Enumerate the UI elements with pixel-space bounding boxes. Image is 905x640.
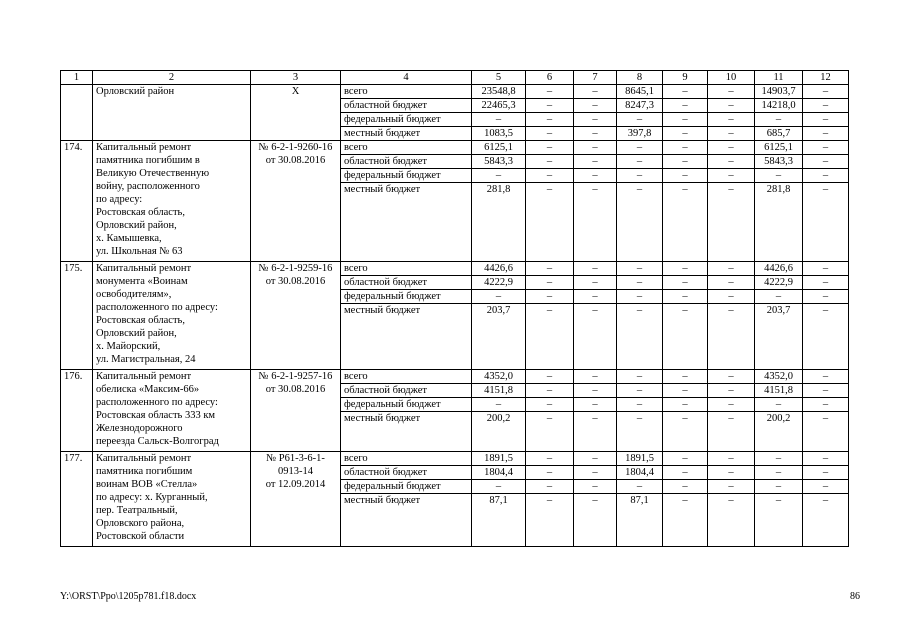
amount-cell: –	[708, 141, 755, 155]
amount-cell: –	[803, 183, 849, 262]
amount-cell: –	[803, 412, 849, 452]
amount-cell: –	[526, 169, 574, 183]
amount-cell: 87,1	[617, 494, 663, 547]
amount-cell: 4426,6	[472, 262, 526, 276]
amount-cell: –	[617, 304, 663, 370]
object-description	[93, 141, 251, 262]
row-number: 174.	[61, 141, 93, 262]
description-line: расположенного по адресу:	[96, 302, 218, 313]
amount-cell: –	[574, 155, 617, 169]
amount-cell: 1083,5	[472, 127, 526, 141]
amount-cell: –	[526, 85, 574, 99]
funding-source: федеральный бюджет	[341, 113, 472, 127]
amount-cell: –	[663, 99, 708, 113]
amount-cell: –	[526, 384, 574, 398]
amount-cell: –	[708, 466, 755, 480]
amount-cell: 685,7	[755, 127, 803, 141]
amount-cell: –	[617, 384, 663, 398]
table-row	[61, 85, 849, 99]
amount-cell: 4151,8	[755, 384, 803, 398]
object-description	[93, 370, 251, 452]
amount-cell: –	[574, 99, 617, 113]
amount-cell: 1891,5	[617, 452, 663, 466]
amount-cell: 203,7	[755, 304, 803, 370]
amount-cell: 4426,6	[755, 262, 803, 276]
description-line: Ростовской области	[96, 531, 185, 542]
amount-cell: –	[526, 466, 574, 480]
amount-cell: –	[574, 169, 617, 183]
amount-cell: 8247,3	[617, 99, 663, 113]
row-number: 175.	[61, 262, 93, 370]
amount-cell: 5843,3	[472, 155, 526, 169]
row-number: 177.	[61, 452, 93, 547]
amount-cell: –	[526, 370, 574, 384]
amount-cell: 6125,1	[472, 141, 526, 155]
document-reference	[251, 141, 341, 262]
table-row	[61, 452, 849, 466]
amount-cell: –	[617, 290, 663, 304]
column-header: 1	[61, 71, 93, 85]
document-line: от 12.09.2014	[265, 479, 326, 490]
amount-cell: –	[617, 155, 663, 169]
amount-cell: –	[617, 141, 663, 155]
column-header: 11	[755, 71, 803, 85]
amount-cell: –	[663, 452, 708, 466]
amount-cell: –	[663, 113, 708, 127]
amount-cell: 87,1	[472, 494, 526, 547]
table-row	[61, 262, 849, 276]
amount-cell: –	[574, 398, 617, 412]
amount-cell: –	[526, 480, 574, 494]
amount-cell: –	[472, 113, 526, 127]
amount-cell: –	[617, 183, 663, 262]
amount-cell: 200,2	[472, 412, 526, 452]
amount-cell: –	[574, 141, 617, 155]
row-number: 176.	[61, 370, 93, 452]
amount-cell: 22465,3	[472, 99, 526, 113]
document-line: № 6-2-1-9260-16	[258, 142, 333, 153]
amount-cell: –	[472, 480, 526, 494]
amount-cell: –	[803, 304, 849, 370]
column-header: 4	[341, 71, 472, 85]
amount-cell: –	[574, 276, 617, 290]
funding-source: федеральный бюджет	[341, 398, 472, 412]
amount-cell: –	[617, 370, 663, 384]
document-file-path: Y:\ORST\Ppo\1205p781.f18.docx	[60, 591, 197, 602]
column-header: 10	[708, 71, 755, 85]
amount-cell: –	[708, 127, 755, 141]
description-line: Капитальный ремонт	[96, 453, 192, 464]
amount-cell: –	[803, 398, 849, 412]
description-line: х. Камышевка,	[96, 233, 162, 244]
description-line: Капитальный ремонт	[96, 263, 192, 274]
amount-cell: –	[663, 155, 708, 169]
amount-cell: –	[803, 452, 849, 466]
amount-cell: –	[803, 99, 849, 113]
amount-cell: –	[708, 113, 755, 127]
description-line: х. Майорский,	[96, 341, 161, 352]
amount-cell: 5843,3	[755, 155, 803, 169]
description-line: памятника погибшим	[96, 466, 193, 477]
amount-cell: –	[574, 183, 617, 262]
column-header: 12	[803, 71, 849, 85]
amount-cell: –	[663, 398, 708, 412]
amount-cell: –	[803, 466, 849, 480]
description-line: Ростовская область 333 км	[96, 410, 216, 421]
amount-cell: –	[663, 276, 708, 290]
funding-source: областной бюджет	[341, 155, 472, 169]
amount-cell: –	[755, 113, 803, 127]
amount-cell: –	[617, 169, 663, 183]
description-line: по адресу: х. Курганный,	[96, 492, 208, 503]
description-line: Железнодорожного	[96, 423, 183, 434]
amount-cell: –	[526, 452, 574, 466]
amount-cell: –	[708, 155, 755, 169]
amount-cell: –	[803, 494, 849, 547]
amount-cell: –	[526, 398, 574, 412]
amount-cell: –	[803, 85, 849, 99]
amount-cell: –	[708, 384, 755, 398]
funding-source: местный бюджет	[341, 127, 472, 141]
object-description	[93, 452, 251, 547]
funding-source: всего	[341, 262, 472, 276]
table-row	[61, 370, 849, 384]
document-reference	[251, 452, 341, 547]
amount-cell: –	[617, 113, 663, 127]
description-line: Орловского района,	[96, 518, 185, 529]
funding-source: федеральный бюджет	[341, 169, 472, 183]
amount-cell: –	[526, 127, 574, 141]
amount-cell: 397,8	[617, 127, 663, 141]
amount-cell: –	[755, 480, 803, 494]
amount-cell: –	[617, 412, 663, 452]
amount-cell: –	[708, 304, 755, 370]
amount-cell: –	[803, 370, 849, 384]
column-header: 2	[93, 71, 251, 85]
amount-cell: –	[526, 183, 574, 262]
description-line: пер. Театральный,	[96, 505, 178, 516]
document-line: от 30.08.2016	[265, 155, 326, 166]
amount-cell: –	[663, 169, 708, 183]
amount-cell: –	[708, 452, 755, 466]
column-header: 3	[251, 71, 341, 85]
amount-cell: 4151,8	[472, 384, 526, 398]
amount-cell: 8645,1	[617, 85, 663, 99]
funding-source: всего	[341, 370, 472, 384]
funding-source: всего	[341, 141, 472, 155]
description-line: Орловский район	[96, 86, 175, 97]
row-number	[61, 85, 93, 141]
amount-cell: –	[663, 494, 708, 547]
object-description	[93, 262, 251, 370]
amount-cell: 200,2	[755, 412, 803, 452]
amount-cell: –	[526, 290, 574, 304]
amount-cell: –	[663, 466, 708, 480]
amount-cell: –	[574, 412, 617, 452]
amount-cell: 4222,9	[755, 276, 803, 290]
amount-cell: –	[803, 480, 849, 494]
funding-source: всего	[341, 85, 472, 99]
amount-cell: –	[708, 99, 755, 113]
amount-cell: 281,8	[755, 183, 803, 262]
amount-cell: –	[755, 169, 803, 183]
description-line: расположенного по адресу:	[96, 397, 218, 408]
description-line: переезда Сальск-Волгоград	[96, 436, 219, 447]
amount-cell: 281,8	[472, 183, 526, 262]
amount-cell: –	[574, 466, 617, 480]
amount-cell: –	[663, 412, 708, 452]
column-header: 8	[617, 71, 663, 85]
amount-cell: 1804,4	[617, 466, 663, 480]
amount-cell: –	[803, 155, 849, 169]
table-row	[61, 141, 849, 155]
amount-cell: –	[708, 398, 755, 412]
description-line: Орловский район,	[96, 328, 177, 339]
amount-cell: –	[574, 452, 617, 466]
amount-cell: 4222,9	[472, 276, 526, 290]
description-line: обелиска «Максим-66»	[96, 384, 200, 395]
amount-cell: 23548,8	[472, 85, 526, 99]
document-reference	[251, 370, 341, 452]
column-header: 7	[574, 71, 617, 85]
budget-table	[60, 70, 849, 547]
amount-cell: –	[755, 466, 803, 480]
amount-cell: 14218,0	[755, 99, 803, 113]
amount-cell: –	[526, 113, 574, 127]
amount-cell: –	[472, 290, 526, 304]
description-line: воинам ВОВ «Стелла»	[96, 479, 198, 490]
amount-cell: –	[803, 127, 849, 141]
amount-cell: –	[526, 262, 574, 276]
amount-cell: –	[574, 85, 617, 99]
amount-cell: –	[574, 113, 617, 127]
amount-cell: –	[526, 155, 574, 169]
document-line: № 6-2-1-9257-16	[258, 371, 333, 382]
document-reference	[251, 85, 341, 141]
description-line: Орловский район,	[96, 220, 177, 231]
amount-cell: 4352,0	[755, 370, 803, 384]
amount-cell: –	[708, 262, 755, 276]
amount-cell: –	[708, 183, 755, 262]
amount-cell: –	[574, 127, 617, 141]
amount-cell: –	[663, 141, 708, 155]
column-header: 9	[663, 71, 708, 85]
description-line: Великую Отечественную	[96, 168, 210, 179]
amount-cell: 1891,5	[472, 452, 526, 466]
amount-cell: –	[755, 398, 803, 412]
funding-source: всего	[341, 452, 472, 466]
amount-cell: –	[472, 169, 526, 183]
description-line: освободителям»,	[96, 289, 172, 300]
description-line: Капитальный ремонт	[96, 142, 192, 153]
funding-source: федеральный бюджет	[341, 480, 472, 494]
amount-cell: –	[708, 85, 755, 99]
amount-cell: –	[574, 370, 617, 384]
amount-cell: –	[803, 113, 849, 127]
amount-cell: –	[708, 276, 755, 290]
document-line: 0913-14	[278, 466, 313, 477]
amount-cell: –	[617, 480, 663, 494]
amount-cell: –	[617, 398, 663, 412]
funding-source: местный бюджет	[341, 304, 472, 370]
amount-cell: –	[803, 141, 849, 155]
amount-cell: –	[708, 370, 755, 384]
column-header: 6	[526, 71, 574, 85]
amount-cell: –	[472, 398, 526, 412]
amount-cell: –	[663, 127, 708, 141]
amount-cell: –	[755, 494, 803, 547]
description-line: памятника погибшим в	[96, 155, 200, 166]
amount-cell: –	[617, 262, 663, 276]
amount-cell: 6125,1	[755, 141, 803, 155]
amount-cell: –	[663, 85, 708, 99]
description-line: Капитальный ремонт	[96, 371, 192, 382]
document-line: от 30.08.2016	[265, 384, 326, 395]
amount-cell: –	[803, 290, 849, 304]
amount-cell: –	[526, 494, 574, 547]
amount-cell: –	[663, 304, 708, 370]
amount-cell: –	[803, 384, 849, 398]
amount-cell: –	[803, 276, 849, 290]
amount-cell: –	[526, 412, 574, 452]
document-line: № 6-2-1-9259-16	[258, 263, 333, 274]
amount-cell: –	[663, 370, 708, 384]
amount-cell: –	[574, 262, 617, 276]
amount-cell: –	[617, 276, 663, 290]
amount-cell: –	[708, 290, 755, 304]
amount-cell: –	[803, 169, 849, 183]
description-line: Ростовская область,	[96, 315, 185, 326]
description-line: по адресу:	[96, 194, 143, 205]
document-line: Х	[291, 86, 300, 97]
column-header: 5	[472, 71, 526, 85]
amount-cell: –	[663, 384, 708, 398]
amount-cell: –	[574, 480, 617, 494]
object-description	[93, 85, 251, 141]
amount-cell: –	[526, 304, 574, 370]
table-header-row	[61, 71, 849, 85]
description-line: ул. Школьная № 63	[96, 246, 183, 257]
amount-cell: –	[574, 290, 617, 304]
description-line: Ростовская область,	[96, 207, 185, 218]
document-line: № Р61-3-6-1-	[266, 453, 325, 464]
amount-cell: –	[755, 452, 803, 466]
amount-cell: –	[526, 141, 574, 155]
amount-cell: –	[755, 290, 803, 304]
funding-source: федеральный бюджет	[341, 290, 472, 304]
amount-cell: –	[663, 183, 708, 262]
amount-cell: –	[574, 304, 617, 370]
amount-cell: –	[574, 494, 617, 547]
amount-cell: 14903,7	[755, 85, 803, 99]
amount-cell: –	[803, 262, 849, 276]
description-line: ул. Магистральная, 24	[96, 354, 196, 365]
funding-source: местный бюджет	[341, 183, 472, 262]
amount-cell: –	[708, 480, 755, 494]
amount-cell: –	[526, 276, 574, 290]
amount-cell: –	[663, 290, 708, 304]
amount-cell: –	[663, 262, 708, 276]
amount-cell: 1804,4	[472, 466, 526, 480]
funding-source: областной бюджет	[341, 99, 472, 113]
page-number: 86	[850, 591, 860, 602]
funding-source: местный бюджет	[341, 412, 472, 452]
document-reference	[251, 262, 341, 370]
document-line: от 30.08.2016	[265, 276, 326, 287]
description-line: войну, расположенного	[96, 181, 200, 192]
funding-source: местный бюджет	[341, 494, 472, 547]
amount-cell: –	[663, 480, 708, 494]
amount-cell: –	[708, 412, 755, 452]
funding-source: областной бюджет	[341, 466, 472, 480]
amount-cell: 203,7	[472, 304, 526, 370]
amount-cell: 4352,0	[472, 370, 526, 384]
funding-source: областной бюджет	[341, 276, 472, 290]
amount-cell: –	[708, 169, 755, 183]
funding-source: областной бюджет	[341, 384, 472, 398]
amount-cell: –	[574, 384, 617, 398]
description-line: монумента «Воинам	[96, 276, 188, 287]
amount-cell: –	[708, 494, 755, 547]
amount-cell: –	[526, 99, 574, 113]
